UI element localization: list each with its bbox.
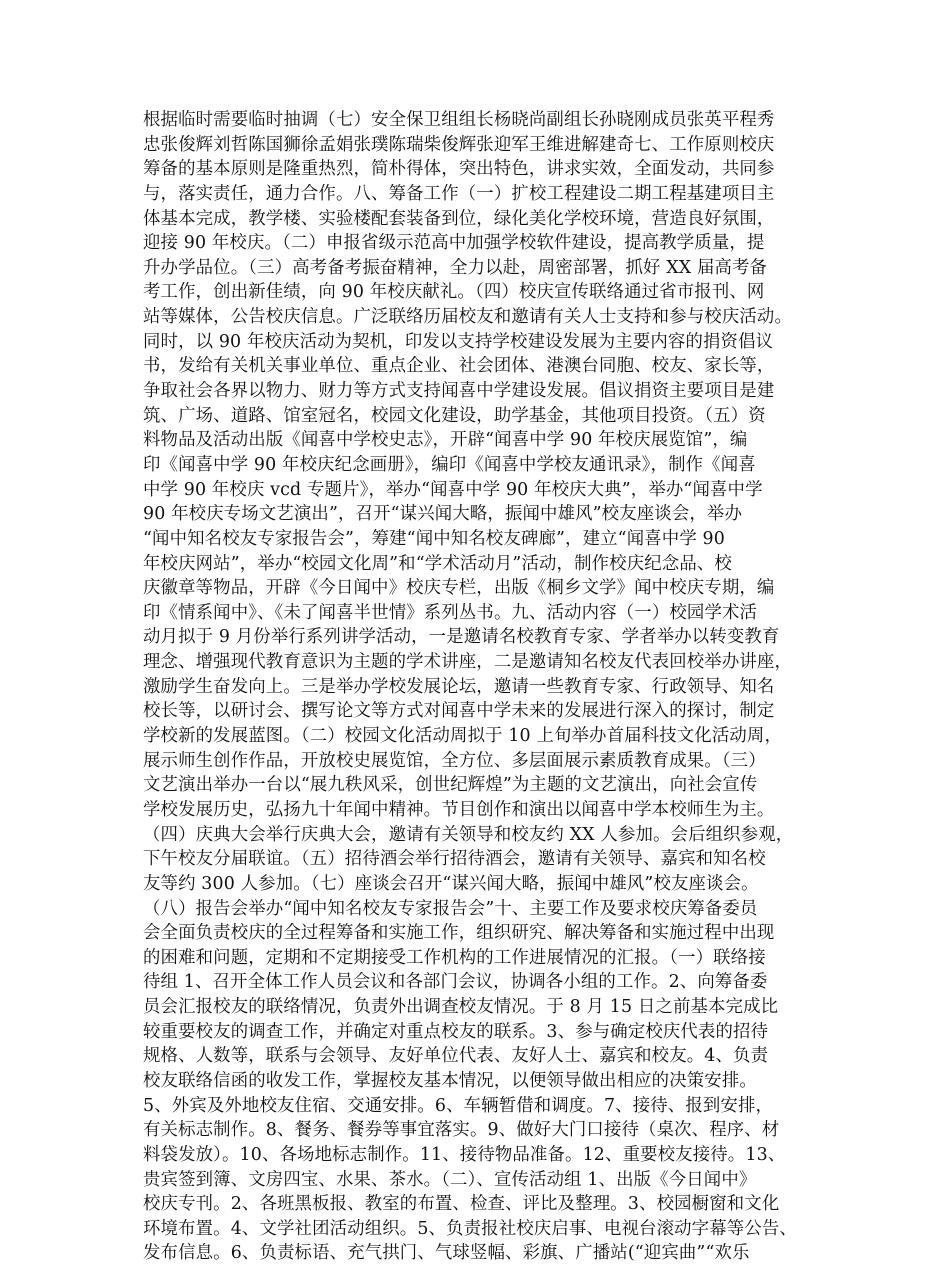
text-line: 90 年校庆专场文艺演出”，召开“谋兴闻大略，振闻中雄风”校友座谈会，举办 [143, 504, 742, 525]
text-line: 庆徽章等物品，开辟《今日闻中》校庆专栏，出版《桐乡文学》闻中校庆专期，编 [143, 578, 775, 599]
text-line: 忠张俊辉刘哲陈国狮徐孟娟张璞陈瑞柴俊辉张迎军王维进解建奇七、工作原则校庆 [143, 134, 775, 155]
text-line: 迎接 90 年校庆。（二）申报省级示范高中加强学校软件建设，提高教学质量，提 [143, 233, 765, 254]
text-line: （八）报告会举办“闻中知名校友专家报告会”十、主要工作及要求校庆筹备委员 [143, 898, 758, 919]
text-line: 校庆专刊。2、各班黑板报、教室的布置、检查、评比及整理。3、校园橱窗和文化 [143, 1194, 780, 1215]
text-line: 校友联络信函的收发工作，掌握校友基本情况，以便领导做出相应的决策安排。 [143, 1070, 757, 1091]
text-line: 文艺演出举办一台以“展九秩风采，创世纪辉煌”为主题的文艺演出，向社会宣传 [143, 775, 758, 796]
text-line: 较重要校友的调查工作，并确定对重点校友的联系。3、参与确定校庆代表的招待 [143, 1021, 769, 1042]
text-line: 印《闻喜中学 90 年校庆纪念画册》，编印《闻喜中学校友通讯录》，制作《闻喜 [143, 454, 756, 475]
body-text [143, 108, 823, 1266]
text-line: 同时，以 90 年校庆活动为契机，印发以支持学校建设发展为主要内容的捐资倡议 [143, 331, 774, 352]
text-line: 学校新的发展蓝图。（二）校园文化活动周拟于 10 上旬举办首届科技文化活动周， [143, 726, 783, 747]
text-line: 考工作，创出新佳绩，向 90 年校庆献礼。（四）校庆宣传联络通过省市报刊、网 [143, 282, 765, 303]
text-line: 规格、人数等，联系与会领导、友好单位代表、友好人士、嘉宾和校友。4、负责 [143, 1046, 769, 1067]
text-line: 会全面负责校庆的全过程筹备和实施工作，组织研究、解决筹备和实施过程中出现 [143, 923, 775, 944]
text-line: “闻中知名校友专家报告会”，筹建“闻中知名校友碑廊”，建立“闻喜中学 90 [143, 528, 725, 549]
text-line: 发布信息。6、负责标语、充气拱门、气球竖幅、彩旗、广播站(“迎宾曲”“欢乐 [143, 1243, 750, 1264]
text-line: 5、外宾及外地校友住宿、交通安排。6、车辆暂借和调度。7、接待、报到安排， [143, 1095, 774, 1116]
text-line: 展示师生创作作品，开放校史展览馆，全方位、多层面展示素质教育成果。（三） [143, 750, 766, 771]
text-line: 争取社会各界以物力、财力等方式支持闻喜中学建设发展。倡议捐资主要项目是建 [143, 381, 775, 402]
text-line: 站等媒体，公告校庆信息。广泛联络历届校友和邀请有关人士支持和参与校庆活动。 [143, 307, 793, 328]
text-line: 中学 90 年校庆 vcd 专题片》，举办“闻喜中学 90 年校庆大典”，举办“闻喜中学 [143, 479, 763, 500]
text-line: 理念、增强现代教育意识为主题的学术讲座，二是邀请知名校友代表回校举办讲座， [143, 652, 793, 673]
text-line: 贵宾签到簿、文房四宝、水果、茶水。（二）、宣传活动组 1、出版《今日闻中》 [143, 1169, 757, 1190]
text-line: 待组 1、召开全体工作人员会议和各部门会议，协调各小组的工作。2、向筹备委 [143, 972, 768, 993]
text-line: 体基本完成，教学楼、实验楼配套装备到位，绿化美化学校环境，营造良好氛围， [143, 208, 775, 229]
text-line: 书，发给有关机关事业单位、重点企业、社会团体、港澳台同胞、校友、家长等， [143, 356, 775, 377]
text-line: 根据临时需要临时抽调（七）安全保卫组组长杨晓尚副组长孙晓刚成员张英平程秀 [143, 110, 775, 130]
text-line: 年校庆网站”，举办“校园文化周”和“学术活动月”活动，制作校庆纪念品、校 [143, 553, 732, 574]
text-line: （四）庆典大会举行庆典大会，邀请有关领导和校友约 XX 人参加。会后组织参观， [143, 824, 794, 845]
text-line: 印《情系闻中》、《未了闻喜半世情》系列丛书。九、活动内容（一）校园学术活 [143, 602, 758, 623]
text-line: 升办学品位。（三）高考备考振奋精神，全力以赴，周密部署，抓好 XX 届高考备 [143, 257, 768, 278]
text-line: 与，落实责任，通力合作。八、筹备工作（一）扩校工程建设二期工程基建项目主 [143, 183, 775, 204]
text-line: 筑、广场、道路、馆室冠名，校园文化建设，助学基金，其他项目投资。（五）资 [143, 405, 766, 426]
text-line: 员会汇报校友的联络情况，负责外出调查校友情况。于 8 月 15 日之前基本完成比 [143, 997, 779, 1018]
text-line: 友等约 300 人参加。（七）座谈会召开“谋兴闻大略，振闻中雄风”校友座谈会。 [143, 873, 759, 894]
text-line: 学校发展历史，弘扬九十年闻中精神。节目创作和演出以闻喜中学本校师生为主。 [143, 799, 775, 820]
text-line: 下午校友分届联谊。（五）招待酒会举行招待酒会，邀请有关领导、嘉宾和知名校 [143, 849, 766, 870]
text-line: 激励学生奋发向上。三是举办学校发展论坛，邀请一些教育专家、行政领导、知名 [143, 676, 775, 697]
text-line: 有关标志制作。8、餐务、餐券等事宜落实。9、做好大门口接待（桌次、程序、材 [143, 1120, 780, 1141]
text-line: 料物品及活动出版《闻喜中学校史志》，开辟“闻喜中学 90 年校庆展览馆”，编 [143, 430, 748, 451]
text-line: 校长等，以研讨会、撰写论文等方式对闻喜中学未来的发展进行深入的探讨，制定 [143, 701, 775, 722]
text-line: 筹备的基本原则是隆重热烈，简朴得体，突出特色，讲求实效，全面发动，共同参 [143, 159, 775, 180]
text-line: 的困难和问题，定期和不定期接受工作机构的工作进展情况的汇报。（一）联络接 [143, 947, 766, 968]
text-line: 料袋发放）。10、各场地标志制作。11、接待物品准备。12、重要校友接待。13、 [143, 1144, 786, 1165]
text-line: 环境布置。4、文学社团活动组织。5、负责报社校庆启事、电视台滚动字幕等公告、 [143, 1218, 797, 1239]
text-line: 动月拟于 9 月份举行系列讲学活动，一是邀请名校教育专家、学者举办以转变教育 [143, 627, 780, 648]
